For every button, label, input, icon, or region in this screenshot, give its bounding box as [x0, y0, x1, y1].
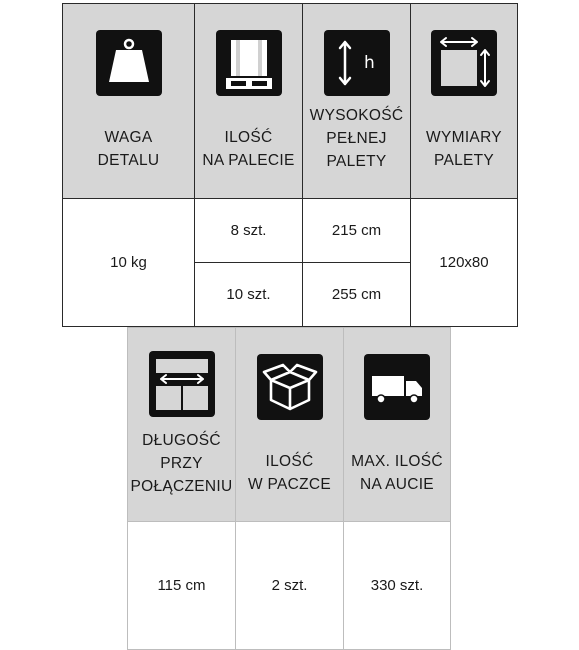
package-spec-table [127, 327, 451, 650]
connection-length-icon [149, 351, 215, 417]
header-label-line: PRZY [160, 455, 203, 472]
pallet-qty-value: 10 szt. [195, 263, 303, 327]
header-cell-dimensions [411, 4, 518, 199]
header-cell-connection-length [128, 328, 236, 522]
header-label-line: W PACZCE [247, 475, 332, 493]
pallet-height-value: 215 cm [303, 199, 411, 263]
header-label-line: ILOŚĆ [224, 129, 273, 146]
header-label-line: WAGA [104, 129, 153, 146]
pallet-height-value: 255 cm [303, 263, 411, 327]
header-cell-weight [63, 4, 195, 199]
connection-length-value: 115 cm [128, 522, 236, 650]
pallet-qty-value: 8 szt. [195, 199, 303, 263]
height-icon-letter: h [363, 52, 375, 73]
pallet-spec-table [62, 3, 518, 327]
weight-icon [96, 30, 162, 96]
header-label-line: MAX. ILOŚĆ [351, 452, 443, 470]
weight-value: 10 kg [63, 199, 195, 327]
header-label-line: PEŁNEJ [326, 129, 387, 147]
header-label-line: NA AUCIE [360, 475, 434, 493]
pallet-icon [216, 30, 282, 96]
box-icon [257, 354, 323, 420]
truck-qty-value: 330 szt. [344, 522, 451, 650]
header-label-line: WYMIARY [426, 129, 502, 146]
pallet-dimensions-icon [431, 30, 497, 96]
header-cell-truck-qty [344, 328, 451, 522]
truck-icon [364, 354, 430, 420]
header-label-line: ILOŚĆ [265, 452, 314, 470]
header-label-line: PALETY [326, 152, 387, 170]
pallet-dimensions-value: 120x80 [411, 199, 518, 327]
header-cell-height [303, 4, 411, 199]
header-label-line: WYSOKOŚĆ [309, 106, 404, 124]
height-arrow-icon [324, 30, 390, 96]
header-label-line: PALETY [433, 152, 495, 169]
header-label-line: POŁĄCZENIU [130, 478, 233, 495]
header-label-line: DETALU [97, 152, 160, 169]
header-cell-package-qty [236, 328, 344, 522]
header-cell-pallet-qty [195, 4, 303, 199]
header-label-line: NA PALECIE [202, 152, 295, 169]
package-qty-value: 2 szt. [236, 522, 344, 650]
header-label-line: DŁUGOŚĆ [142, 432, 221, 449]
